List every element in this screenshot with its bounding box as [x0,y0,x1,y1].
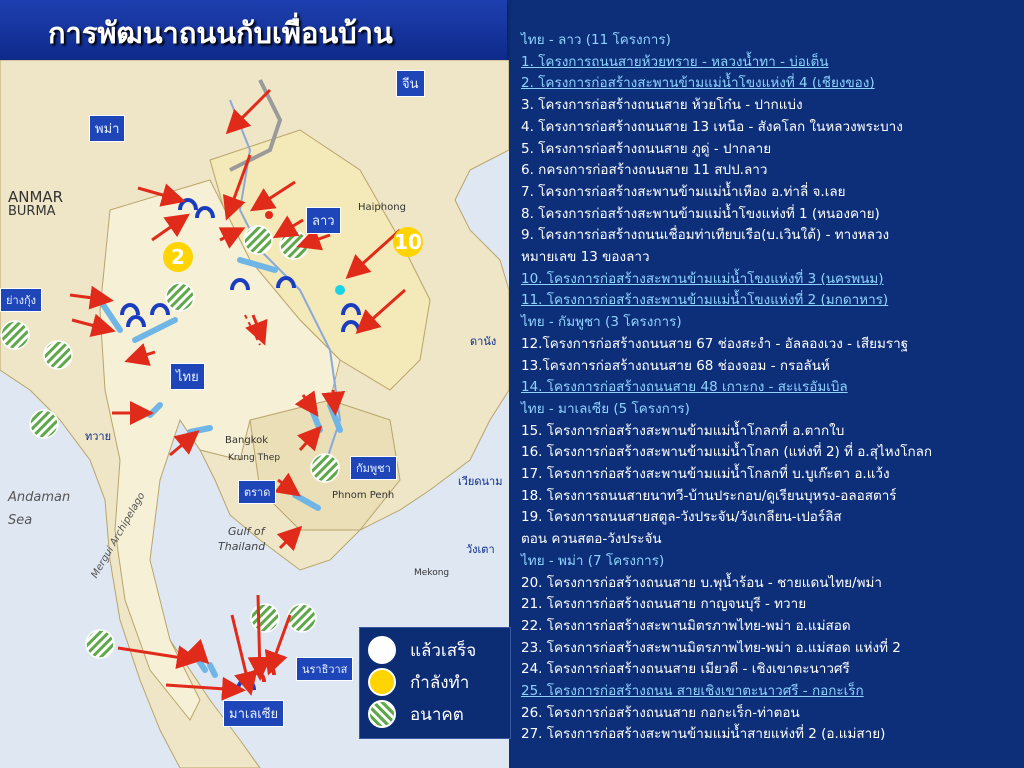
label-laos: ลาว [306,207,341,234]
list-item: หมายเลข 13 ของลาว [521,249,650,265]
map-label-sea: Sea [8,513,33,528]
map-label-krung-thep: Krung Thep [228,453,281,463]
page-title: การพัฒนาถนนกับเพื่อนบ้าน [48,16,393,50]
list-item: 16. โครงการก่อสร้างสะพานข้ามแม่น้ำโกลก (แห่งที่ 2) ที่ อ.สุไหงโกลก [521,444,933,461]
marker-number-2: 2 [163,242,193,272]
legend-swatch-in-progress [368,668,396,696]
map-label-phnom-penh: Phnom Penh [332,490,395,501]
map-label-haiphong: Haiphong [358,202,406,213]
label-danang: ดานัง [470,335,497,348]
label-vietnam: เวียดนาม [458,475,503,488]
list-item: 22. โครงการก่อสร้างสะพานมิตรภาพไทย-พม่า อ.แม่สอด [521,617,851,634]
label-yangon: ย่างกุ้ง [0,288,42,312]
legend-label-future: อนาคต [410,704,464,725]
list-item: ตอน ควนสตอ-วังประจัน [521,531,662,548]
list-group-heading: ไทย - กัมพูชา (3 โครงการ) [521,314,682,331]
list-group-heading: ไทย - พม่า (7 โครงการ) [521,552,665,569]
label-malaysia: มาเลเซีย [223,700,284,727]
list-item: 4. โครงการก่อสร้างถนนสาย 13 เหนือ - สังคโลก ในหลวงพระบาง [521,118,903,135]
map-label-mergui: Mergui Archipelago [89,490,148,581]
legend-swatch-done [368,636,396,664]
legend-item-future [368,700,464,728]
list-item[interactable]: 25. โครงการก่อสร้างถนน สายเชิงเขาตะนาวศรี - กอกะเร็ก [521,683,864,699]
label-thailand: ไทย [170,363,205,390]
legend-swatch-future [368,700,396,728]
list-item[interactable]: 10. โครงการก่อสร้างสะพานข้ามแม่น้ำโขงแห่งที่ 3 (นครพนม) [521,270,884,287]
map-label-myanmar-en: ANMAR [8,188,64,206]
list-item: 12.โครงการก่อสร้างถนนสาย 67 ช่องสะงำ - อัลลองเวง - เสียมราฐ [521,335,909,352]
legend-label-in-progress: กำลังทำ [410,672,470,693]
list-item: 8. โครงการก่อสร้างสะพานข้ามแม่น้ำโขงแห่งที่ 1 (หนองคาย) [521,205,880,222]
label-narathiwat: นราธิวาส [296,657,353,681]
list-item: 20. โครงการก่อสร้างถนนสาย บ.พุน้ำร้อน - ชายแดนไทย/พม่า [521,574,882,591]
list-item: 15. โครงการก่อสร้างสะพานข้ามแม่น้ำโกลกที่ อ.ตากใบ [521,422,845,439]
list-item: 21. โครงการก่อสร้างถนนสาย กาญจนบุรี - ทวาย [521,596,807,613]
list-group-heading: ไทย - ลาว (11 โครงการ) [521,32,671,48]
label-trat: ตราด [238,480,276,504]
marker-number-10: 10 [393,227,423,257]
list-item: 7. โครงการก่อสร้างสะพานข้ามแม่น้ำเหือง อ.ท่าลี่ จ.เลย [521,183,846,200]
label-cambodia: กัมพูชา [350,456,397,480]
list-item: 17. โครงการก่อสร้างสะพานข้ามแม่น้ำโกลกที่ บ.บูเก๊ะตา อ.แว้ง [521,466,890,482]
label-myanmar: พม่า [89,115,125,142]
map-label-thailand-gulf: Thailand [218,540,266,553]
project-list [511,20,1024,768]
label-china: จีน [396,70,425,97]
label-dawei: ทวาย [85,430,112,443]
list-item: 26. โครงการก่อสร้างถนนสาย กอกะเร็ก-ท่าตอน [521,704,800,721]
map-label-bangkok: Bangkok [225,435,269,446]
list-item: 18. โครงการถนนสายนาทวี-บ้านประกอบ/ดูเรียนบุหรง-อลอสตาร์ [521,487,897,504]
legend-label-done: แล้วเสร็จ [410,640,477,661]
title-bar [0,0,507,60]
list-item[interactable]: 11. โครงการก่อสร้างสะพานข้ามแม่น้ำโขงแห่งที่ 2 (มกดาหาร) [521,292,889,309]
list-item[interactable]: 1. โครงการถนนสายห้วยทราย - หลวงน้ำทา - บ่อเต็น [521,53,829,70]
list-item[interactable]: 14. โครงการก่อสร้างถนนสาย 48 เกาะกง - สะแรอัมเบิล [521,379,848,396]
list-item: 9. โครงการก่อสร้างถนนเชื่อมท่าเทียบเรือ(บ.เวินใต้) - ทางหลวง [521,227,890,244]
list-item: 27. โครงการก่อสร้างสะพานข้ามแม่น้ำสายแห่งที่ 2 (อ.แม่สาย) [521,726,886,743]
list-item: 5. โครงการก่อสร้างถนนสาย ภูดู่ - ปากลาย [521,140,772,157]
map-label-burma-en: BURMA [8,204,56,219]
map-label-gulf-of: Gulf of [228,525,265,538]
map-label-andaman: Andaman [8,490,71,505]
list-item: 19. โครงการถนนสายสตูล-วังประจัน/วังเกลียน-เปอร์ลิส [521,509,842,526]
legend-item-in-progress [368,668,469,696]
label-vung-tau: วังเตา [466,543,495,556]
map-label-mekong: Mekong [414,568,450,578]
list-item: 6. กครงการก่อสร้างถนนสาย 11 สปป.ลาว [521,162,768,179]
cyan-dot-marker [335,285,345,295]
list-item: 3. โครงการก่อสร้างถนนสาย ห้วยโก๋น - ปากแบ่ง [521,97,803,114]
list-item: 23. โครงการก่อสร้างสะพานมิตรภาพไทย-พม่า อ.แม่สอด แห่งที่ 2 [521,639,901,656]
map-legend [359,627,511,739]
red-dot-marker [265,211,273,219]
list-item: 13.โครงการก่อสร้างถนนสาย 68 ช่องจอม - กรอลันห์ [521,357,830,374]
list-item: 24. โครงการก่อสร้างถนนสาย เมียวดี - เชิงเขาตะนาวศรี [521,661,850,678]
list-item[interactable]: 2. โครงการก่อสร้างสะพานข้ามแม่น้ำโขงแห่งที่ 4 (เชียงของ) [521,75,875,92]
legend-item-done [368,636,476,664]
list-group-heading: ไทย - มาเลเซีย (5 โครงการ) [521,400,690,417]
